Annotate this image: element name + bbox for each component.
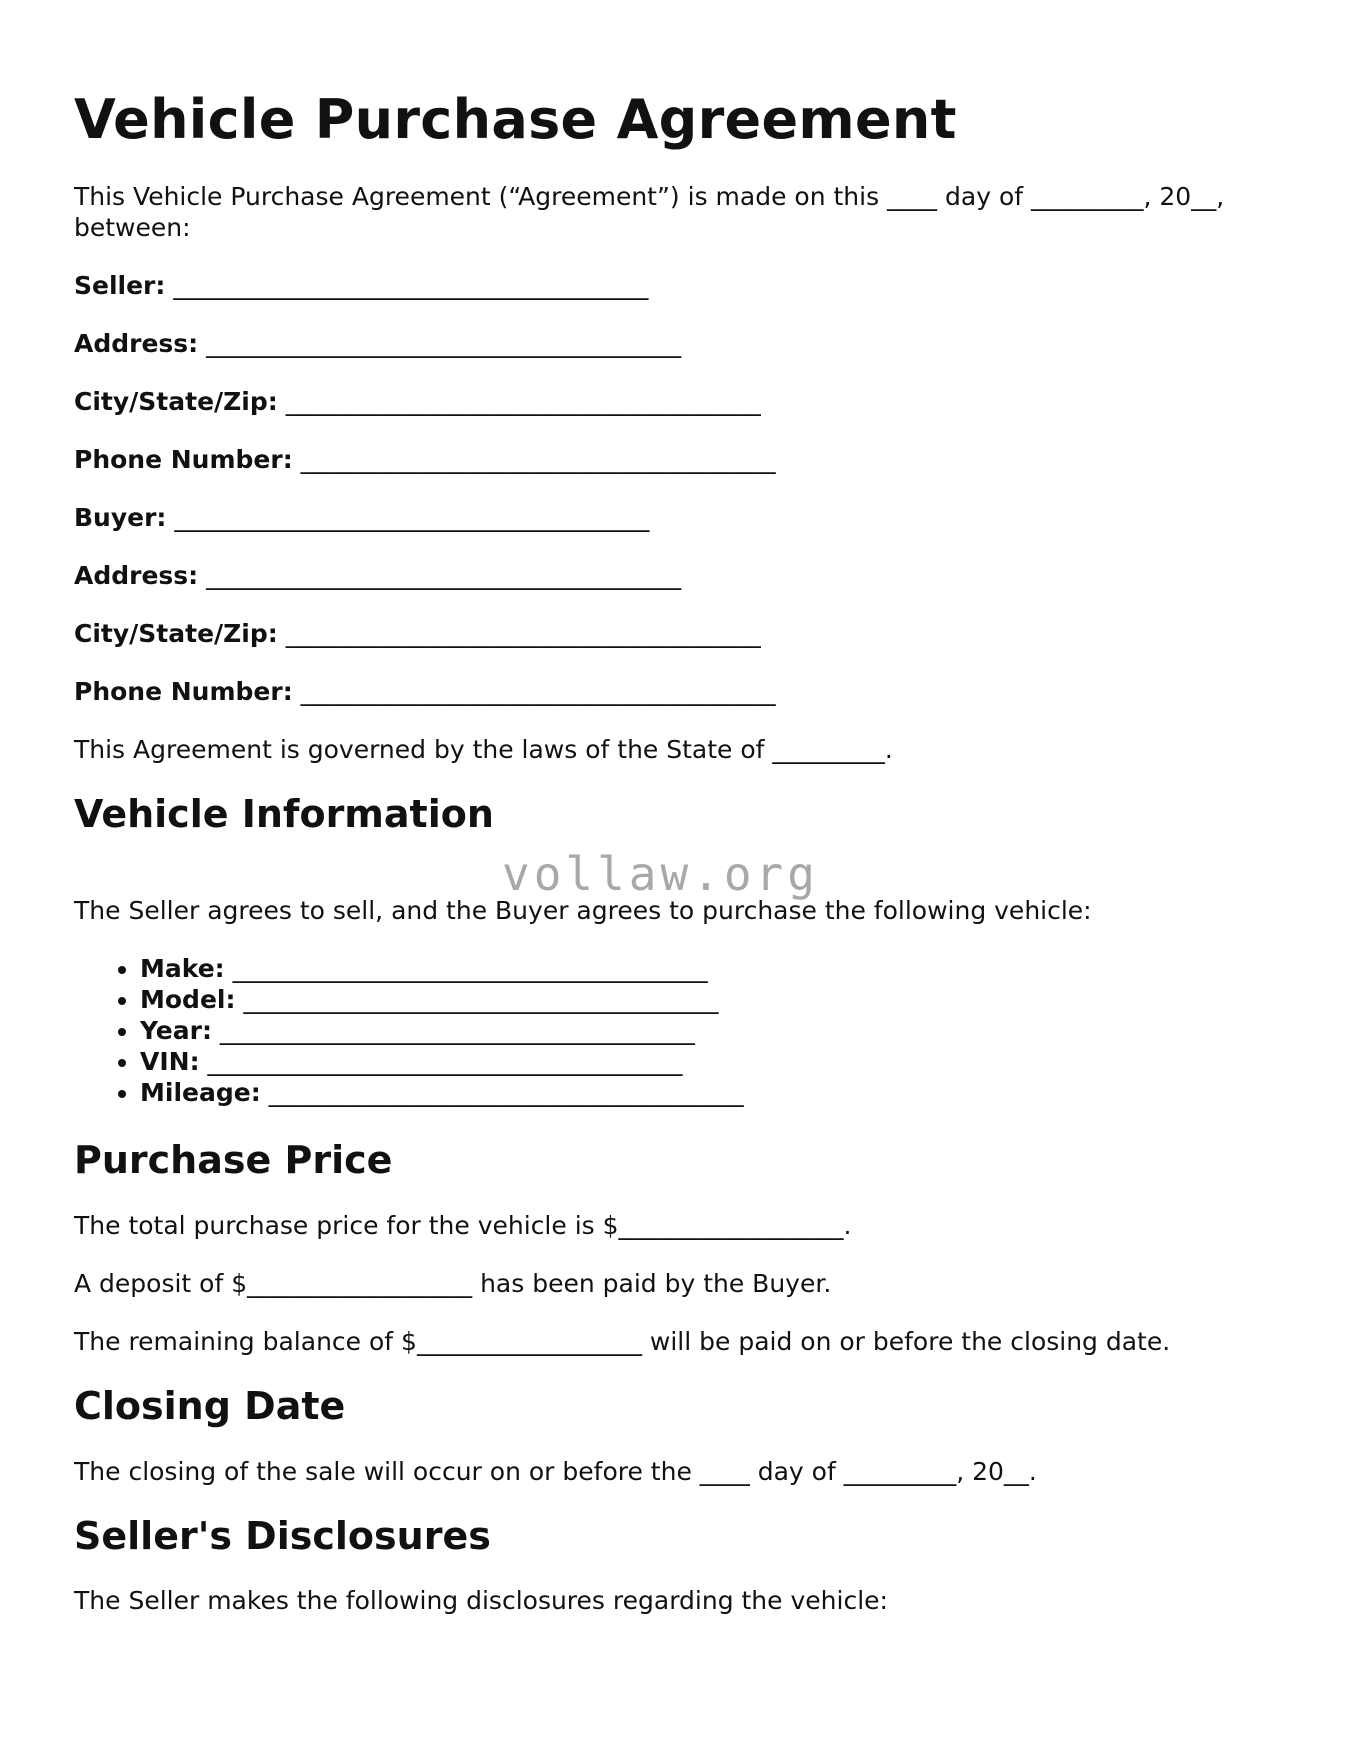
intro-paragraph: This Vehicle Purchase Agreement (“Agreement”) is made on this ____ day of _________, 20__, between: bbox=[74, 181, 1225, 242]
field-label: Address: bbox=[74, 560, 199, 590]
purchase-price-heading: Purchase Price bbox=[74, 1138, 393, 1183]
item-label: Model: bbox=[140, 985, 236, 1015]
field-blank: ______________________________________ bbox=[285, 618, 761, 648]
seller-name-field bbox=[74, 270, 1294, 301]
vehicle-mileage-item bbox=[140, 1077, 1294, 1108]
balance-paragraph: The remaining balance of $__________________ will be paid on or before the closing date. bbox=[74, 1326, 1171, 1356]
vehicle-model-item bbox=[140, 984, 1294, 1015]
buyer-city-state-zip-field bbox=[74, 618, 1294, 649]
field-blank: ______________________________________ bbox=[300, 444, 776, 474]
vehicle-make-item bbox=[140, 953, 1294, 984]
vehicle-information-heading: Vehicle Information bbox=[74, 791, 494, 836]
item-blank: ______________________________________ bbox=[232, 954, 708, 984]
seller-phone-field bbox=[74, 444, 1294, 475]
seller-address-field bbox=[74, 328, 1294, 359]
field-blank: ______________________________________ bbox=[285, 386, 761, 416]
field-blank: ______________________________________ bbox=[174, 502, 650, 532]
field-label: Phone Number: bbox=[74, 676, 293, 706]
item-label: VIN: bbox=[140, 1047, 200, 1077]
vehicle-vin-item bbox=[140, 1046, 1294, 1077]
item-label: Make: bbox=[140, 954, 225, 984]
field-blank: ______________________________________ bbox=[173, 270, 649, 300]
field-label: City/State/Zip: bbox=[74, 618, 278, 648]
field-label: Phone Number: bbox=[74, 444, 293, 474]
watermark-text: vollaw.org bbox=[502, 847, 819, 901]
field-blank: ______________________________________ bbox=[300, 676, 776, 706]
item-blank: ______________________________________ bbox=[243, 985, 719, 1015]
item-label: Year: bbox=[140, 1016, 212, 1046]
vehicle-intro-paragraph: The Seller agrees to sell, and the Buyer agrees to purchase the following vehicle: bbox=[74, 896, 1092, 926]
item-blank: ______________________________________ bbox=[219, 1016, 695, 1046]
vehicle-year-item bbox=[140, 1015, 1294, 1046]
item-blank: ______________________________________ bbox=[207, 1047, 683, 1077]
document-title: Vehicle Purchase Agreement bbox=[74, 88, 957, 151]
item-label: Mileage: bbox=[140, 1078, 261, 1108]
field-blank: ______________________________________ bbox=[206, 328, 682, 358]
field-label: Address: bbox=[74, 328, 199, 358]
deposit-paragraph: A deposit of $__________________ has been paid by the Buyer. bbox=[74, 1268, 832, 1298]
field-label: City/State/Zip: bbox=[74, 386, 278, 416]
vehicle-details-list bbox=[74, 953, 1294, 1108]
seller-city-state-zip-field bbox=[74, 386, 1294, 417]
disclosures-paragraph: The Seller makes the following disclosures regarding the vehicle: bbox=[74, 1586, 888, 1616]
buyer-address-field bbox=[74, 560, 1294, 591]
total-price-paragraph: The total purchase price for the vehicle is $__________________. bbox=[74, 1210, 852, 1240]
buyer-phone-field bbox=[74, 676, 1294, 707]
closing-date-paragraph: The closing of the sale will occur on or before the ____ day of _________, 20__. bbox=[74, 1456, 1037, 1486]
field-label: Seller: bbox=[74, 270, 166, 300]
field-blank: ______________________________________ bbox=[206, 560, 682, 590]
governing-law-paragraph: This Agreement is governed by the laws of the State of _________. bbox=[74, 734, 893, 764]
sellers-disclosures-heading: Seller's Disclosures bbox=[74, 1513, 491, 1558]
field-label: Buyer: bbox=[74, 502, 167, 532]
buyer-name-field bbox=[74, 502, 1294, 533]
closing-date-heading: Closing Date bbox=[74, 1383, 346, 1428]
item-blank: ______________________________________ bbox=[268, 1078, 744, 1108]
